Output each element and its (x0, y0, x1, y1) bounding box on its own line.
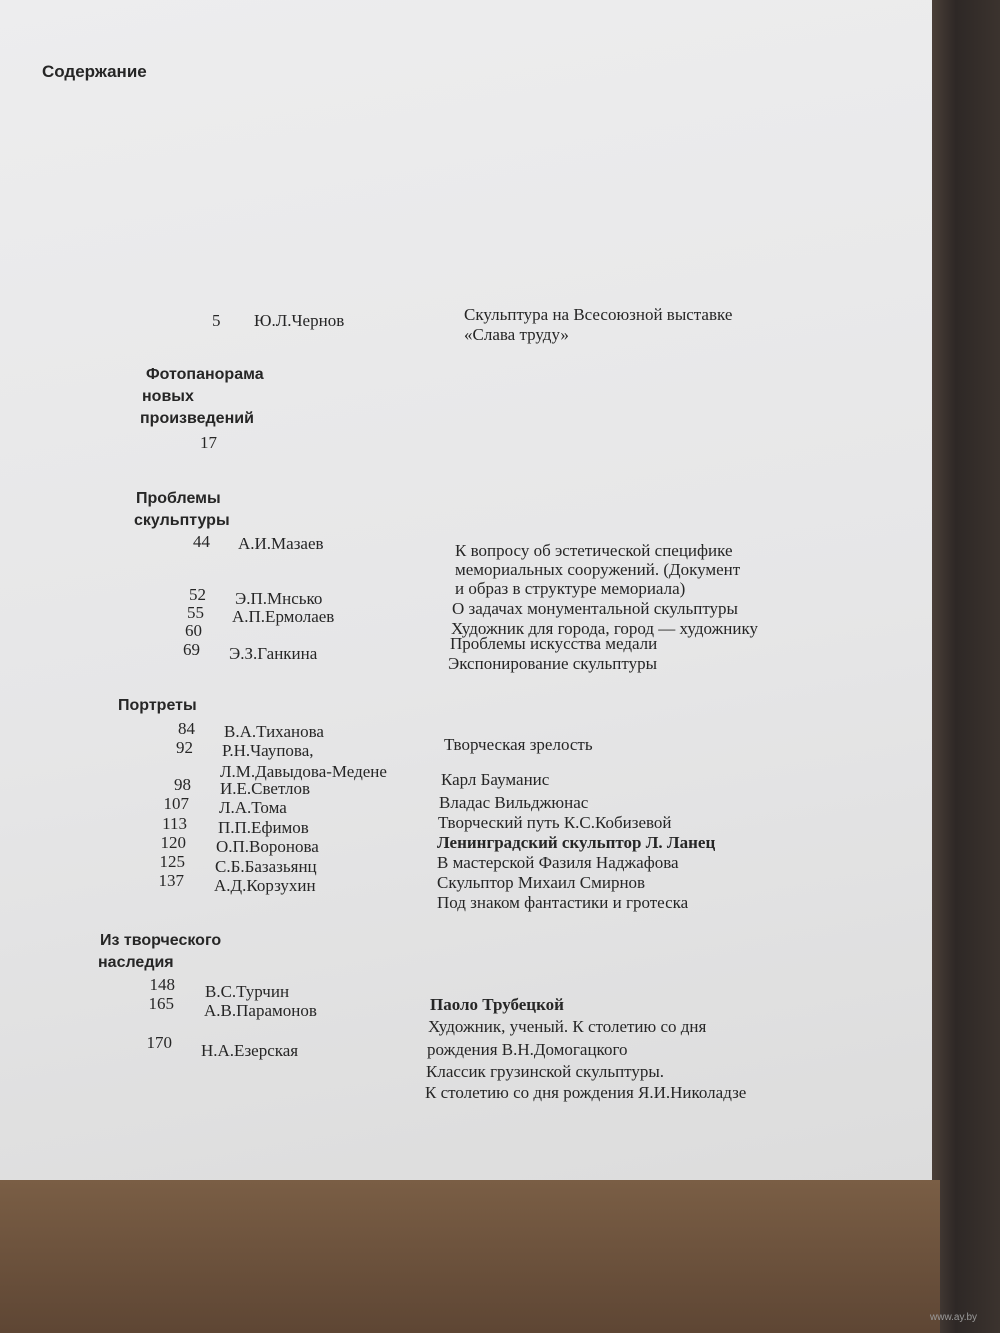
toc-title: Владас Вильджюнас (439, 793, 589, 812)
toc-page-number: 113 (162, 814, 187, 833)
toc-title: Под знаком фантастики и гротеска (437, 893, 689, 912)
toc-author: Р.Н.Чаупова, (222, 741, 314, 760)
toc-title: «Слава труду» (464, 325, 569, 344)
toc-page-number: 84 (178, 719, 195, 738)
toc-page-number: 137 (158, 871, 184, 890)
toc-author: Л.М.Давыдова-Медене (220, 762, 387, 781)
toc-title: мемориальных сооружений. (Документ (455, 560, 741, 579)
toc-title: О задачах монументальной скульптуры (452, 599, 738, 618)
toc-author: Л.А.Тома (219, 798, 287, 817)
page-title: Содержание (42, 62, 147, 81)
toc-page-number: 165 (148, 994, 174, 1013)
toc-title: Творческая зрелость (444, 735, 593, 754)
toc-title: Скульптура на Всесоюзной выставке (464, 305, 733, 324)
toc-title: Скульптор Михаил Смирнов (437, 873, 646, 892)
toc-title: Художник для города, город — художнику (451, 619, 759, 638)
toc-author: А.П.Ермолаев (232, 607, 335, 626)
toc-title: Ленинградский скульптор Л. Ланец (437, 833, 716, 852)
toc-title: рождения В.Н.Домогацкого (427, 1040, 628, 1059)
toc-page-number: 5 (212, 311, 221, 330)
toc-page-number: 120 (160, 833, 186, 852)
toc-author: И.Е.Светлов (220, 779, 310, 798)
toc-author: В.А.Тиханова (224, 722, 324, 741)
watermark: www.ay.by (930, 1312, 978, 1323)
section-heading: новых (142, 388, 194, 405)
section-heading: Фотопанорама (146, 366, 264, 383)
toc-page-number: 170 (146, 1033, 172, 1052)
toc-page-number: 148 (149, 975, 175, 994)
toc-page-number: 60 (185, 621, 202, 640)
toc-author: В.С.Турчин (205, 982, 290, 1001)
toc-page-number: 17 (200, 433, 217, 452)
toc-author: П.П.Ефимов (218, 818, 309, 837)
toc-title: Творческий путь К.С.Кобизевой (438, 813, 672, 832)
toc-author: О.П.Воронова (216, 837, 319, 856)
toc-author: С.Б.Базазьянц (215, 857, 317, 876)
toc-page-number: 55 (187, 603, 204, 622)
toc-author: А.И.Мазаев (238, 534, 324, 553)
section-heading: Проблемы (136, 490, 221, 507)
toc-author: Н.А.Езерская (201, 1041, 299, 1060)
toc-author: Э.З.Ганкина (229, 644, 318, 663)
section-heading: скульптуры (134, 512, 230, 529)
toc-title: Классик грузинской скульптуры. (426, 1062, 665, 1081)
section-heading: произведений (140, 410, 254, 427)
toc-title: Проблемы искусства медали (450, 634, 658, 653)
table-surface (0, 1180, 940, 1333)
toc-title: Паоло Трубецкой (430, 995, 564, 1014)
section-heading: Из творческого (100, 932, 222, 949)
toc-title: В мастерской Фазиля Наджафова (437, 853, 679, 872)
toc-page-number: 92 (176, 738, 193, 757)
toc-title: Художник, ученый. К столетию со дня (428, 1017, 707, 1036)
toc-page-number: 52 (189, 585, 206, 604)
toc-page-number: 125 (159, 852, 185, 871)
toc-author: А.В.Парамонов (204, 1001, 317, 1020)
toc-title: и образ в структуре мемориала) (455, 579, 686, 598)
toc-page-number: 69 (183, 640, 200, 659)
book-spine-shadow (932, 0, 1000, 1333)
toc-title: К вопросу об эстетической специфике (455, 541, 733, 560)
toc-title: К столетию со дня рождения Я.И.Николадзе (425, 1083, 747, 1102)
toc-title: Карл Бауманис (441, 770, 550, 789)
toc-author: А.Д.Корзухин (214, 876, 316, 895)
toc-page-number: 44 (193, 532, 210, 551)
section-heading: наследия (98, 954, 174, 971)
section-heading: Портреты (118, 697, 197, 714)
toc-title: Экспонирование скульптуры (448, 654, 658, 673)
toc-author: Ю.Л.Чернов (254, 311, 345, 330)
toc-author: Э.П.Мнсько (235, 589, 323, 608)
toc-page-number: 107 (163, 794, 189, 813)
toc-page-number: 98 (174, 775, 191, 794)
